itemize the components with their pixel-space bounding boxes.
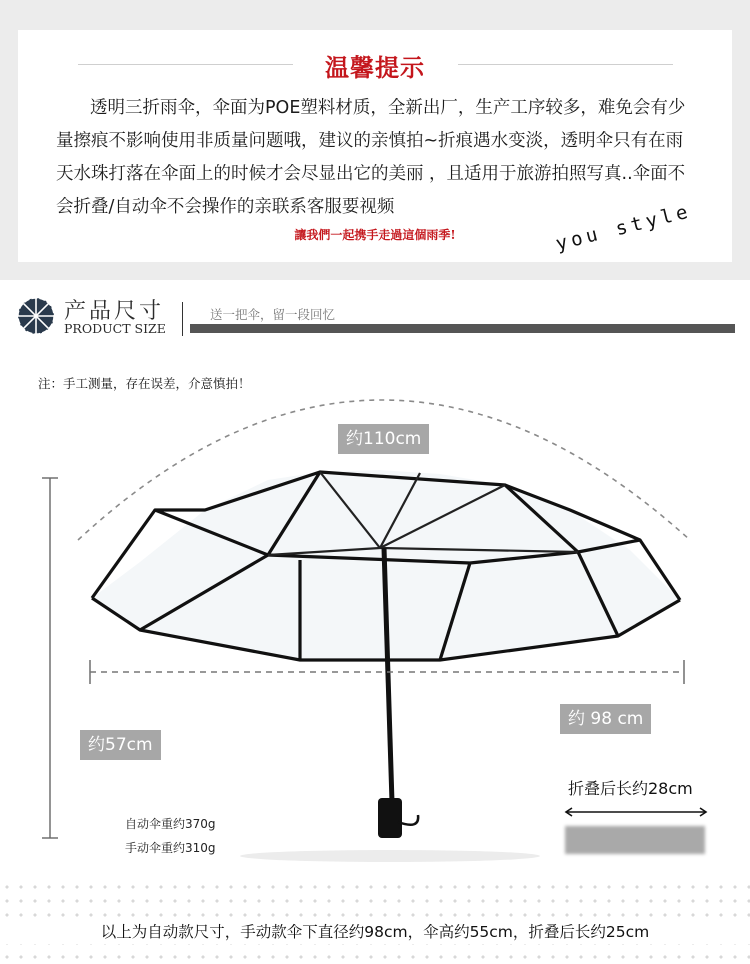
folded-length-arrow [566,808,706,816]
notice-body: 透明三折雨伞，伞面为POE塑料材质，全新出厂，生产工序较多，难免会有少量擦痕不影响使用非质量问题哦，建议的亲慎拍~折痕遇水变淡，透明伞只有在雨天水珠打落在伞面上的时候才会尽显出它的美丽 ，且适用于旅游拍照写真..伞面不会折叠/自动伞不会操作的亲联系客服要视频 [56,98,686,217]
height-label: 约57cm [80,730,161,760]
handle [378,798,402,838]
size-subtitle: 送一把伞，留一段回忆 [210,307,336,322]
ground-shadow [240,850,540,862]
notice-slogan: 讓我們一起携手走過這個雨季! [294,228,456,242]
weight-manual: 手动伞重约310g [125,841,216,855]
notice-title: 温馨提示 [325,54,425,82]
footer-text: 以上为自动款尺寸，手动款伞下直径约98cm，伞高约55cm，折叠后长约25cm [0,918,750,944]
diameter-label: 约 98 cm [560,704,651,734]
you-style-decor: you style [553,200,694,256]
folded-umbrella-bar [565,826,705,854]
height-dimension-line [42,478,58,838]
footer-section [0,880,750,964]
weight-auto: 自动伞重约370g [125,817,216,831]
size-title-en: PRODUCT SIZE [64,321,166,336]
measure-note: 注：手工测量，存在误差，介意慎拍！ [38,376,251,391]
arc-length-label: 约110cm [338,424,429,454]
size-title-cn: 产品尺寸 [64,299,165,324]
folded-length-label: 折叠后长约28cm [568,779,693,798]
